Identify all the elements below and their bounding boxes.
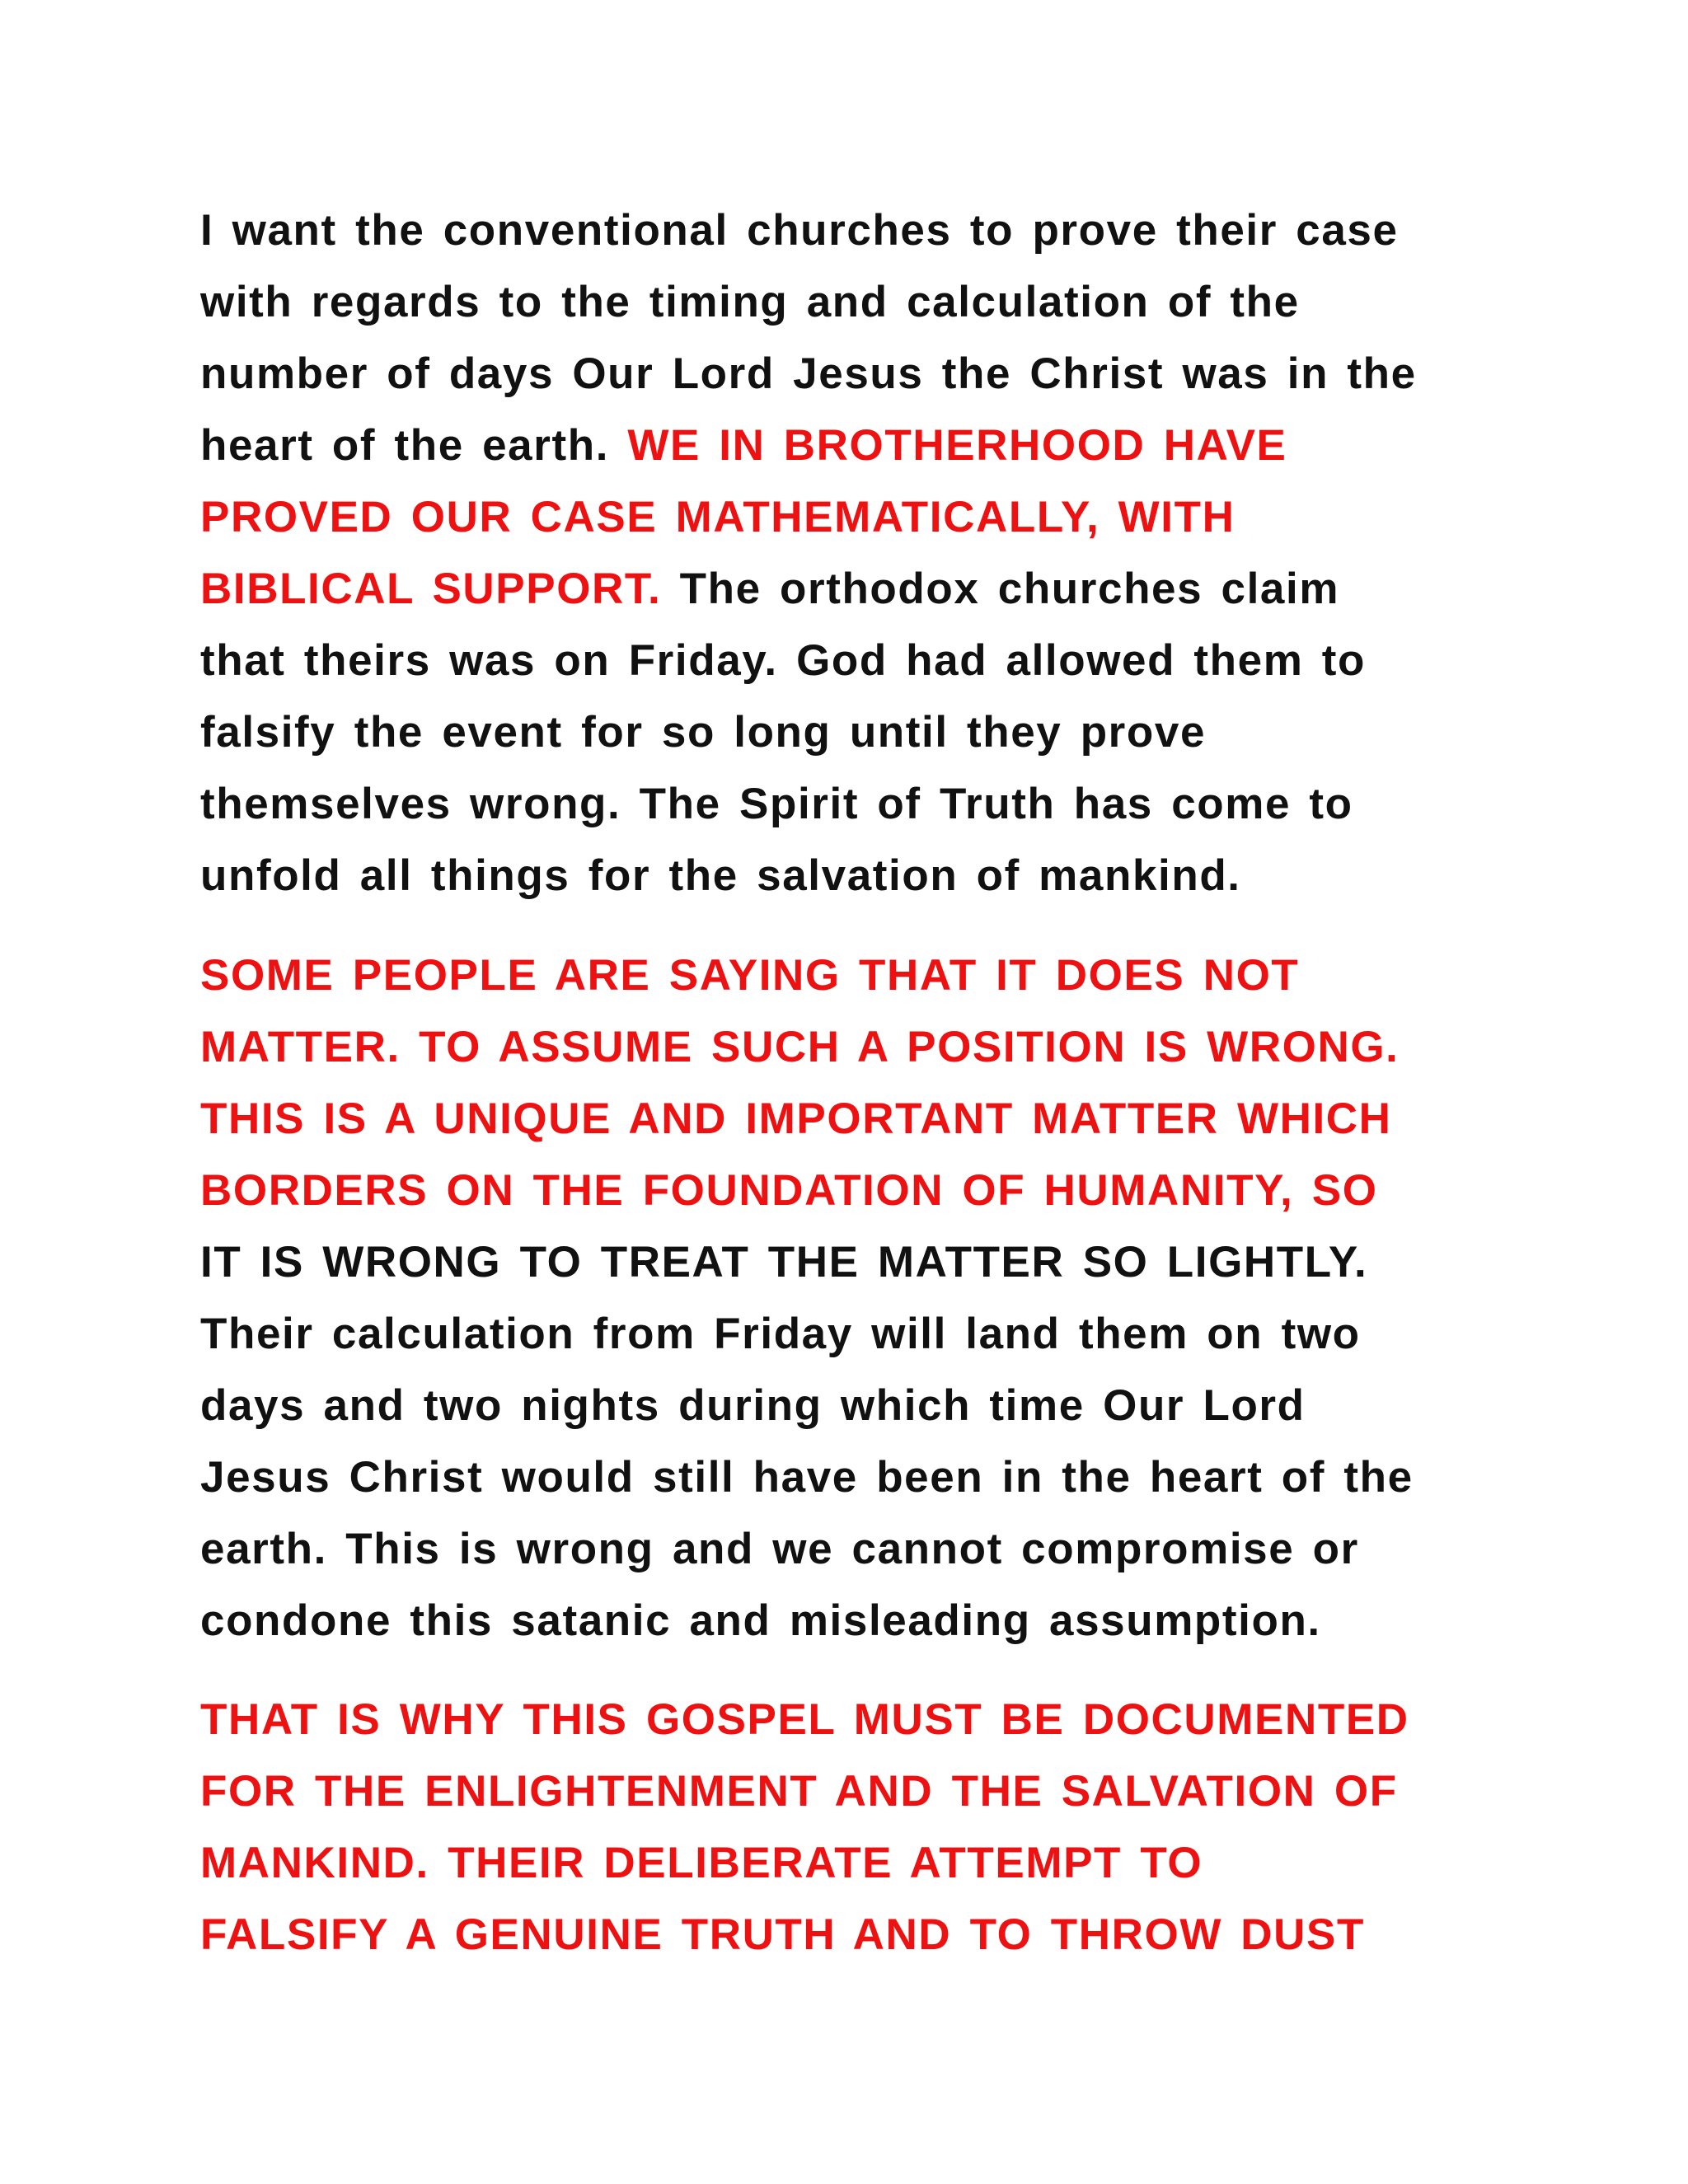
paragraph-2-line-3: THIS IS A UNIQUE AND IMPORTANT MATTER WHICH: [200, 1094, 1392, 1143]
paragraph-2-line-6: Their calculation from Friday will land them on two: [200, 1310, 1361, 1358]
paragraph-1-line-7: that theirs was on Friday. God had allowed them to: [200, 636, 1366, 685]
paragraph-3: [200, 1684, 1536, 1971]
paragraph-1-line-6: [200, 553, 1536, 625]
paragraph-1-line-8: falsify the event for so long until they prove: [200, 708, 1207, 757]
paragraph-2: [200, 940, 1536, 1657]
paragraph-1-line-4-red-text: WE IN BROTHERHOOD HAVE: [627, 421, 1287, 470]
paragraph-1-line-9: themselves wrong. The Spirit of Truth has come to: [200, 780, 1353, 828]
paragraph-2-line-1: SOME PEOPLE ARE SAYING THAT IT DOES NOT: [200, 951, 1300, 1000]
paragraph-1-line-6-red-text: BIBLICAL SUPPORT.: [200, 565, 662, 613]
paragraph-2-line-5: IT IS WRONG TO TREAT THE MATTER SO LIGHTLY.: [200, 1238, 1368, 1286]
paragraph-1-line-10: unfold all things for the salvation of mankind.: [200, 851, 1241, 900]
paragraph-2-line-10: condone this satanic and misleading assumption.: [200, 1596, 1321, 1645]
paragraph-1-line-4: [200, 410, 1536, 481]
paragraph-1-line-1: I want the conventional churches to prove their case: [200, 206, 1399, 255]
paragraph-2-line-9: earth. This is wrong and we cannot compromise or: [200, 1525, 1359, 1573]
paragraph-1: [200, 194, 1536, 912]
paragraph-3-line-3: MANKIND. THEIR DELIBERATE ATTEMPT TO: [200, 1839, 1203, 1887]
paragraph-2-line-8: Jesus Christ would still have been in the heart of the: [200, 1453, 1414, 1502]
paragraph-1-line-2: with regards to the timing and calculation of the: [200, 278, 1300, 326]
paragraph-1-line-3: number of days Our Lord Jesus the Christ was in the: [200, 349, 1417, 398]
paragraph-3-line-1: THAT IS WHY THIS GOSPEL MUST BE DOCUMENTED: [200, 1695, 1409, 1744]
paragraph-2-line-7: days and two nights during which time Our Lord: [200, 1381, 1306, 1430]
paragraph-2-line-4: BORDERS ON THE FOUNDATION OF HUMANITY, SO: [200, 1166, 1378, 1215]
paragraph-3-line-2: FOR THE ENLIGHTENMENT AND THE SALVATION OF: [200, 1767, 1398, 1816]
paragraph-3-line-4: FALSIFY A GENUINE TRUTH AND TO THROW DUST: [200, 1910, 1365, 1959]
paragraph-1-line-4-black-text: heart of the earth.: [200, 421, 610, 470]
paragraph-1-line-6-black-text: The orthodox churches claim: [679, 565, 1340, 613]
paragraph-2-line-2: MATTER. TO ASSUME SUCH A POSITION IS WRONG.: [200, 1023, 1400, 1071]
paragraph-1-line-5: PROVED OUR CASE MATHEMATICALLY, WITH: [200, 493, 1236, 541]
